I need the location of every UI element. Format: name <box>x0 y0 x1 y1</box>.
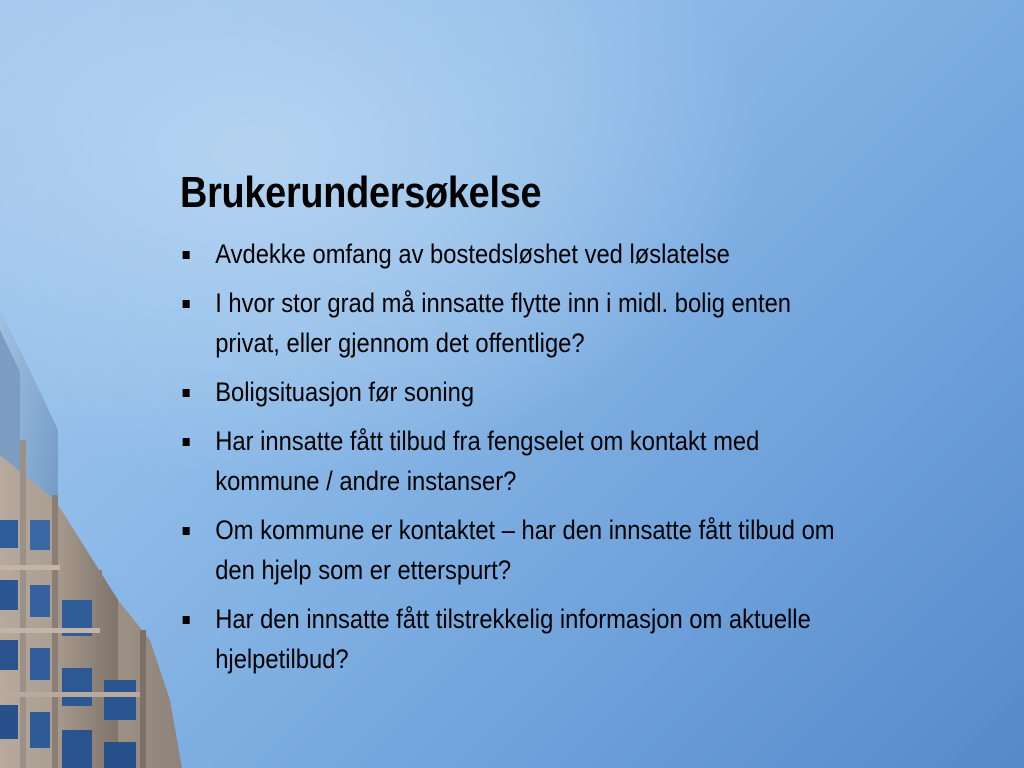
bullet-list <box>180 234 980 688</box>
bullet-text-line: Boligsituasjon før soning <box>215 377 475 407</box>
square-bullet-icon <box>183 251 190 259</box>
bullet-text-line: Om kommune er kontaktet – har den innsatte fått tilbud om <box>215 515 835 545</box>
bullet-text-line: den hjelp som er etterspurt? <box>215 555 512 585</box>
bullet-text-line: kommune / andre instanser? <box>215 466 517 496</box>
square-bullet-icon <box>183 389 190 397</box>
bullet-item <box>180 234 990 274</box>
square-bullet-icon <box>183 616 190 624</box>
bullet-item <box>180 510 990 590</box>
bullet-text-line: I hvor stor grad må innsatte flytte inn i midl. bolig enten <box>215 288 792 318</box>
bullet-text-line: Avdekke omfang av bostedsløshet ved løslatelse <box>215 239 730 269</box>
square-bullet-icon <box>183 527 190 535</box>
bullet-text-line: Har innsatte fått tilbud fra fengselet om kontakt med <box>215 426 760 456</box>
bullet-text-line: Har den innsatte fått tilstrekkelig informasjon om aktuelle <box>215 604 811 634</box>
bullet-item <box>180 283 990 363</box>
square-bullet-icon <box>183 300 190 308</box>
bullet-text-line: hjelpetilbud? <box>215 644 349 674</box>
square-bullet-icon <box>183 438 190 446</box>
bullet-item <box>180 421 990 501</box>
bullet-text-line: privat, eller gjennom det offentlige? <box>215 328 585 358</box>
bullet-item <box>180 599 990 679</box>
bullet-item <box>180 372 990 412</box>
slide-title: Brukerundersøkelse <box>180 168 542 217</box>
